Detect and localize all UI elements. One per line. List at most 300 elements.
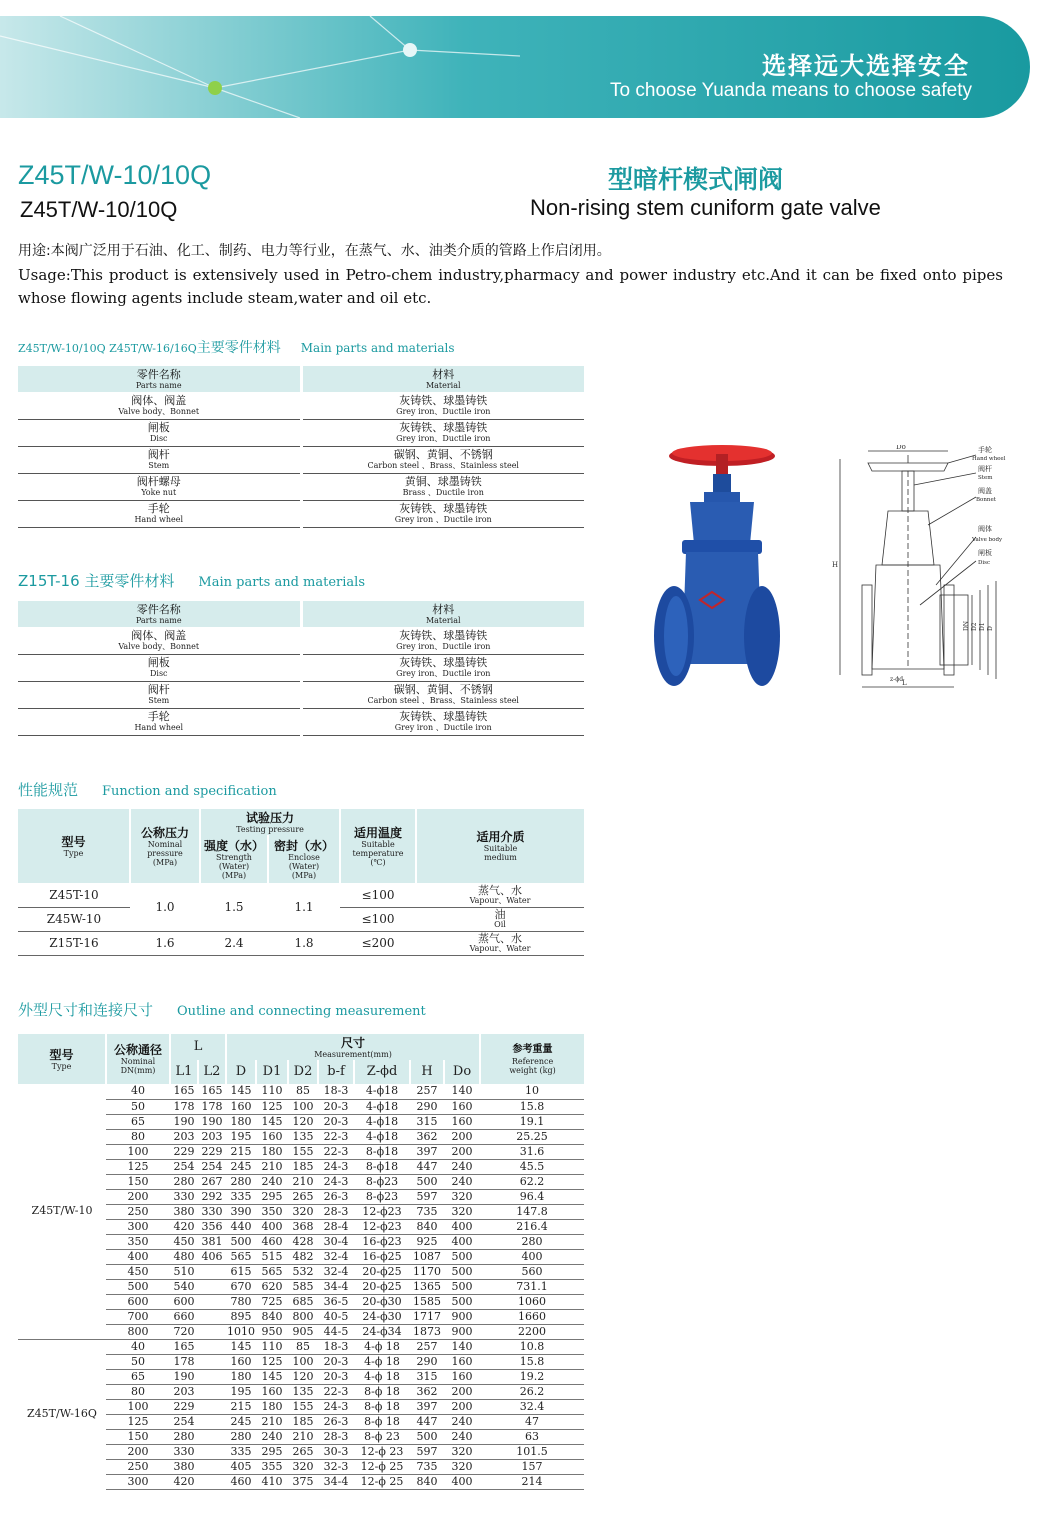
table-cell: 18-3: [318, 1084, 354, 1099]
table-cell: 450: [170, 1234, 198, 1249]
handwheel-hub: [716, 454, 728, 476]
table-cell: 195: [226, 1129, 256, 1144]
table-cell: 24-3: [318, 1399, 354, 1414]
table-cell: 10: [480, 1084, 584, 1099]
table-cell: 210: [256, 1159, 288, 1174]
table-cell: 925: [410, 1234, 444, 1249]
table-cell: 300: [106, 1474, 170, 1489]
table-cell: 160: [226, 1354, 256, 1369]
col-dim: Z-ϕd: [354, 1060, 410, 1084]
dim-h: H: [832, 561, 839, 569]
table-cell: 1365: [410, 1279, 444, 1294]
table-cell: 4-ϕ 18: [354, 1369, 410, 1384]
label-disc-en: Disc: [978, 560, 991, 566]
col-dim: b-f: [318, 1060, 354, 1084]
table-cell: 735: [410, 1459, 444, 1474]
table-cell: 560: [480, 1264, 584, 1279]
dim-d2: D2: [971, 622, 978, 631]
heading-cn: 外型尺寸和连接尺寸: [18, 1001, 154, 1019]
table-cell: 180: [226, 1114, 256, 1129]
table-cell: 895: [226, 1309, 256, 1324]
table-cell: 44-5: [318, 1324, 354, 1339]
valve-drawing: [830, 445, 1030, 695]
table-row: 阀体、阀盖 Valve body、Bonnet 灰铸铁、球墨铸铁 Grey iron、Ductile iron: [18, 627, 584, 654]
table-cell: 267: [198, 1174, 226, 1189]
table-cell: 4-ϕ18: [354, 1114, 410, 1129]
label-body-en: Valve body: [972, 537, 1003, 543]
top-banner: [0, 16, 1030, 118]
table-cell: [198, 1429, 226, 1444]
table-cell: 145: [256, 1114, 288, 1129]
table-cell: 400: [444, 1219, 480, 1234]
col-dim: D1: [256, 1060, 288, 1084]
table-cell: 125: [106, 1159, 170, 1174]
table-cell: 380: [170, 1459, 198, 1474]
table-cell: 397: [410, 1399, 444, 1414]
table-cell: 36-5: [318, 1294, 354, 1309]
table-cell: 700: [106, 1309, 170, 1324]
label-handwheel-en: Hand wheel: [972, 456, 1006, 462]
table-cell: 110: [256, 1339, 288, 1354]
table-cell: 335: [226, 1444, 256, 1459]
table-cell: 1060: [480, 1294, 584, 1309]
table-cell: 20-ϕ25: [354, 1264, 410, 1279]
table-cell: 290: [410, 1354, 444, 1369]
usage-en: Usage:This product is extensively used in Petro-chem industry,pharmacy and power industry etc.And it can be fixed onto pipes whose flowing agents include steam,water and oil etc.: [18, 266, 1003, 307]
table-cell: 20-3: [318, 1354, 354, 1369]
table-cell: 450: [106, 1264, 170, 1279]
table-cell: 800: [106, 1324, 170, 1339]
slogan-cn: 选择远大选择安全: [762, 52, 970, 80]
parts-table-1-heading: [18, 337, 455, 357]
table-cell: 510: [170, 1264, 198, 1279]
label-disc-cn: 闸板: [978, 549, 992, 557]
col-part: 零件名称 Parts name: [18, 601, 301, 627]
table-cell: 400: [256, 1219, 288, 1234]
table-cell: 40-5: [318, 1309, 354, 1324]
table-cell: 1087: [410, 1249, 444, 1264]
col-strength: 强度（水） Strength (Water) (MPa): [200, 835, 268, 883]
table-cell: 8-ϕ 18: [354, 1384, 410, 1399]
table-cell: 150: [106, 1174, 170, 1189]
table-cell: 145: [226, 1084, 256, 1099]
table-cell: 685: [288, 1294, 318, 1309]
table-cell: 180: [256, 1399, 288, 1414]
table-cell: 160: [444, 1099, 480, 1114]
table-cell: 405: [226, 1459, 256, 1474]
table-cell: 160: [444, 1354, 480, 1369]
table-cell: 28-3: [318, 1204, 354, 1219]
table-cell: 420: [170, 1219, 198, 1234]
col-type: 型号 Type: [49, 1047, 74, 1071]
table-cell: 280: [226, 1429, 256, 1444]
table-cell: 160: [256, 1129, 288, 1144]
table-row: 阀杆螺母 Yoke nut 黄铜、球墨铸铁 Brass 、Ductile iron: [18, 473, 584, 500]
table-cell: 900: [444, 1324, 480, 1339]
table-cell: 65: [106, 1369, 170, 1384]
table-cell: 480: [170, 1249, 198, 1264]
label-body-cn: 阀体: [978, 525, 992, 533]
table-cell: 265: [288, 1444, 318, 1459]
table-cell: 320: [444, 1189, 480, 1204]
heading-cn: 性能规范: [18, 781, 79, 799]
table-cell: 428: [288, 1234, 318, 1249]
table-cell: 229: [170, 1399, 198, 1414]
dims-table: [18, 1034, 584, 1490]
table-cell: 16-ϕ25: [354, 1249, 410, 1264]
table-cell: [198, 1444, 226, 1459]
table-cell: 620: [256, 1279, 288, 1294]
table-cell: 210: [288, 1174, 318, 1189]
table-cell: 120: [288, 1114, 318, 1129]
table-cell: 254: [170, 1414, 198, 1429]
col-temperature: 适用温度 Suitable temperature (℃): [340, 809, 416, 883]
table-cell: 165: [170, 1084, 198, 1099]
slogan-en: To choose Yuanda means to choose safety: [610, 80, 972, 101]
col-material: 材料 Material: [301, 601, 584, 627]
heading-en: Outline and connecting measurement: [177, 1004, 426, 1019]
table-cell: 20-3: [318, 1114, 354, 1129]
table-cell: 229: [170, 1144, 198, 1159]
table-cell: 725: [256, 1294, 288, 1309]
table-cell: 32-4: [318, 1249, 354, 1264]
table-cell: 280: [170, 1429, 198, 1444]
col-nominal-dn: 公称通径 Nominal DN(mm): [106, 1034, 170, 1084]
table-cell: 210: [288, 1429, 318, 1444]
table-cell: 147.8: [480, 1204, 584, 1219]
table-cell: 26-3: [318, 1414, 354, 1429]
col-medium: 适用介质 Suitable medium: [416, 809, 584, 883]
table-cell: 85: [288, 1084, 318, 1099]
bonnet-flange: [682, 540, 762, 554]
table-cell: [198, 1339, 226, 1354]
product-title-en: Non-rising stem cuniform gate valve: [530, 195, 881, 220]
table-cell: 720: [170, 1324, 198, 1339]
parts-table-2: [18, 601, 584, 736]
table-cell: 597: [410, 1444, 444, 1459]
table-cell: 50: [106, 1099, 170, 1114]
table-cell: 320: [444, 1204, 480, 1219]
table-cell: 160: [226, 1099, 256, 1114]
table-row: 闸板 Disc 灰铸铁、球墨铸铁 Grey iron、Ductile iron: [18, 419, 584, 446]
table-cell: 85: [288, 1339, 318, 1354]
table-cell: 100: [288, 1099, 318, 1114]
table-cell: 63: [480, 1429, 584, 1444]
label-bonnet-cn: 阀盖: [978, 487, 992, 495]
table-cell: 200: [444, 1144, 480, 1159]
table-row: 手轮 Hand wheel 灰铸铁、球墨铸铁 Grey iron 、Ductile iron: [18, 500, 584, 527]
node-dot: [403, 43, 417, 57]
node-dot: [208, 81, 222, 95]
table-cell: 110: [256, 1084, 288, 1099]
table-cell: 45.5: [480, 1159, 584, 1174]
table-cell: 254: [170, 1159, 198, 1174]
table-cell: [198, 1354, 226, 1369]
table-cell: 250: [106, 1204, 170, 1219]
table-cell: 500: [444, 1294, 480, 1309]
table-cell: 180: [226, 1369, 256, 1384]
usage-cn: 用途:本阀广泛用于石油、化工、制药、电力等行业，在蒸气、水、油类介质的管路上作启闭用。: [18, 243, 611, 259]
table-cell: 245: [226, 1414, 256, 1429]
table-cell: 350: [256, 1204, 288, 1219]
table-cell: 330: [198, 1204, 226, 1219]
table-cell: 185: [288, 1159, 318, 1174]
table-cell: 420: [170, 1474, 198, 1489]
table-cell: 381: [198, 1234, 226, 1249]
table-cell: 22-3: [318, 1384, 354, 1399]
table-cell: 200: [444, 1129, 480, 1144]
table-cell: 32-3: [318, 1459, 354, 1474]
table-cell: 600: [170, 1294, 198, 1309]
heading-en: Function and specification: [102, 784, 277, 799]
table-cell: 195: [226, 1384, 256, 1399]
table-cell: 597: [410, 1189, 444, 1204]
table-cell: 24-ϕ30: [354, 1309, 410, 1324]
table-cell: 257: [410, 1339, 444, 1354]
table-cell: 362: [410, 1384, 444, 1399]
table-cell: 1660: [480, 1309, 584, 1324]
table-cell: 8-ϕ18: [354, 1144, 410, 1159]
table-cell: 335: [226, 1189, 256, 1204]
col-weight: 参考重量 Reference weight (kg): [480, 1034, 584, 1084]
table-cell: 140: [444, 1084, 480, 1099]
table-cell: 125: [256, 1354, 288, 1369]
table-cell: 155: [288, 1144, 318, 1159]
table-row: Z45T-10 1.0 1.5 1.1 ≤100 蒸气、水 Vapour、Water: [18, 883, 584, 907]
table-cell: 500: [444, 1249, 480, 1264]
table-cell: 240: [256, 1429, 288, 1444]
table-cell: 120: [288, 1369, 318, 1384]
table-cell: 20-ϕ25: [354, 1279, 410, 1294]
table-cell: 905: [288, 1324, 318, 1339]
table-cell: 12-ϕ 23: [354, 1444, 410, 1459]
table-cell: 28-3: [318, 1429, 354, 1444]
label-bonnet-en: Bonnet: [976, 497, 996, 503]
col-dim: D2: [288, 1060, 318, 1084]
table-cell: 400: [106, 1249, 170, 1264]
table-cell: 215: [226, 1144, 256, 1159]
table-cell: 190: [198, 1114, 226, 1129]
table-cell: 447: [410, 1414, 444, 1429]
table-cell: 300: [106, 1219, 170, 1234]
table-cell: 1717: [410, 1309, 444, 1324]
table-cell: 125: [106, 1414, 170, 1429]
table-cell: 100: [288, 1354, 318, 1369]
table-cell: 62.2: [480, 1174, 584, 1189]
table-cell: 165: [170, 1339, 198, 1354]
col-measurement: 尺寸 Measurement(mm): [226, 1034, 480, 1060]
table-cell: 10.8: [480, 1339, 584, 1354]
table-cell: 900: [444, 1309, 480, 1324]
table-cell: 200: [106, 1444, 170, 1459]
parts-table-2-heading: [18, 570, 365, 591]
col-dim: L1: [170, 1060, 198, 1084]
table-cell: 96.4: [480, 1189, 584, 1204]
table-cell: 362: [410, 1129, 444, 1144]
table-cell: 240: [444, 1159, 480, 1174]
table-cell: 320: [288, 1204, 318, 1219]
table-cell: 24-3: [318, 1174, 354, 1189]
table-cell: [198, 1294, 226, 1309]
col-enclose: 密封（水） Enclose (Water) (MPa): [268, 835, 340, 883]
table-cell: 950: [256, 1324, 288, 1339]
table-cell: 500: [106, 1279, 170, 1294]
table-cell: 12-ϕ23: [354, 1204, 410, 1219]
table-cell: 178: [170, 1354, 198, 1369]
table-cell: 50: [106, 1354, 170, 1369]
table-cell: 500: [410, 1174, 444, 1189]
table-cell: 8-ϕ23: [354, 1189, 410, 1204]
table-cell: 290: [410, 1099, 444, 1114]
table-cell: 24-3: [318, 1159, 354, 1174]
table-cell: 250: [106, 1459, 170, 1474]
flange-right: [744, 586, 780, 686]
spec-table: [18, 809, 584, 956]
table-cell: 140: [444, 1339, 480, 1354]
table-cell: 18-3: [318, 1339, 354, 1354]
table-cell: 440: [226, 1219, 256, 1234]
parts-table-1: [18, 366, 584, 528]
table-cell: 400: [444, 1234, 480, 1249]
table-cell: 670: [226, 1279, 256, 1294]
table-cell: 185: [288, 1414, 318, 1429]
table-cell: 4-ϕ18: [354, 1099, 410, 1114]
table-cell: 254: [198, 1159, 226, 1174]
table-cell: 135: [288, 1129, 318, 1144]
table-cell: 8-ϕ 18: [354, 1414, 410, 1429]
table-cell: 40: [106, 1339, 170, 1354]
table-cell: 203: [170, 1129, 198, 1144]
table-cell: 31.6: [480, 1144, 584, 1159]
table-cell: 215: [226, 1399, 256, 1414]
table-cell: 34-4: [318, 1474, 354, 1489]
table-cell: 200: [444, 1399, 480, 1414]
table-cell: 315: [410, 1114, 444, 1129]
flange-face: [664, 596, 688, 676]
col-part: 零件名称 Parts name: [18, 366, 301, 392]
table-cell: 482: [288, 1249, 318, 1264]
table-cell: 840: [256, 1309, 288, 1324]
table-cell: 240: [444, 1414, 480, 1429]
spec-heading: [18, 779, 277, 800]
table-cell: 24-ϕ34: [354, 1324, 410, 1339]
table-cell: 30-4: [318, 1234, 354, 1249]
table-cell: 12-ϕ 25: [354, 1474, 410, 1489]
table-cell: 4-ϕ 18: [354, 1354, 410, 1369]
heading-en: Main parts and materials: [198, 575, 365, 590]
table-cell: 145: [256, 1369, 288, 1384]
table-cell: 565: [256, 1264, 288, 1279]
label-stem-cn: 阀杆: [978, 465, 992, 473]
table-cell: 40: [106, 1084, 170, 1099]
table-cell: 80: [106, 1384, 170, 1399]
table-cell: 216.4: [480, 1219, 584, 1234]
table-row: Z15T-16 1.6 2.4 1.8 ≤200 蒸气、水 Vapour、Water: [18, 931, 584, 955]
col-nominal-pressure: 公称压力 Nominal pressure (MPa): [130, 809, 200, 883]
table-cell: 22-3: [318, 1144, 354, 1159]
table-cell: 100: [106, 1144, 170, 1159]
table-cell: 19.2: [480, 1369, 584, 1384]
table-row: 闸板 Disc 灰铸铁、球墨铸铁 Grey iron、Ductile iron: [18, 654, 584, 681]
table-cell: [198, 1384, 226, 1399]
table-cell: 145: [226, 1339, 256, 1354]
heading-en: Main parts and materials: [300, 341, 455, 355]
dim-l: L: [902, 679, 907, 687]
table-cell: 229: [198, 1144, 226, 1159]
table-cell: 1585: [410, 1294, 444, 1309]
table-cell: [198, 1264, 226, 1279]
col-dim: H: [410, 1060, 444, 1084]
network-graphic: [0, 16, 520, 118]
valve-photo: [650, 440, 780, 695]
table-cell: [198, 1399, 226, 1414]
table-cell: 101.5: [480, 1444, 584, 1459]
table-cell: 330: [170, 1189, 198, 1204]
table-cell: 1873: [410, 1324, 444, 1339]
table-cell: 615: [226, 1264, 256, 1279]
dim-do: Do: [896, 445, 906, 451]
table-cell: 320: [444, 1459, 480, 1474]
table-cell: 257: [410, 1084, 444, 1099]
dim-dn: DN: [963, 620, 970, 631]
table-cell: 735: [410, 1204, 444, 1219]
table-cell: 178: [198, 1099, 226, 1114]
table-cell: 380: [170, 1204, 198, 1219]
group-type: Z45T/W-10: [31, 1204, 93, 1218]
table-cell: [198, 1474, 226, 1489]
table-cell: [198, 1369, 226, 1384]
dim-d: D: [987, 626, 994, 631]
table-cell: 210: [256, 1414, 288, 1429]
col-dim: L2: [198, 1060, 226, 1084]
table-cell: 320: [444, 1444, 480, 1459]
table-cell: 150: [106, 1429, 170, 1444]
table-cell: 15.8: [480, 1099, 584, 1114]
table-cell: 19.1: [480, 1114, 584, 1129]
table-cell: 410: [256, 1474, 288, 1489]
table-cell: 240: [256, 1174, 288, 1189]
table-cell: 160: [256, 1384, 288, 1399]
table-cell: 190: [170, 1114, 198, 1129]
table-cell: 540: [170, 1279, 198, 1294]
table-cell: 320: [288, 1459, 318, 1474]
table-cell: 8-ϕ 23: [354, 1429, 410, 1444]
table-cell: 26-3: [318, 1189, 354, 1204]
heading-cn: 主要零件材料: [196, 340, 281, 356]
heading-models: Z45T/W-10/10Q Z45T/W-16/16Q: [18, 342, 197, 355]
table-cell: 500: [444, 1279, 480, 1294]
table-cell: 47: [480, 1414, 584, 1429]
dims-heading: [18, 999, 426, 1020]
table-cell: 25.25: [480, 1129, 584, 1144]
table-cell: 600: [106, 1294, 170, 1309]
model-number-colored: Z45T/W-10/10Q: [18, 160, 212, 190]
table-cell: 330: [170, 1444, 198, 1459]
model-number: Z45T/W-10/10Q: [20, 197, 178, 222]
col-type: 型号 Type: [61, 834, 86, 858]
table-cell: 4-ϕ18: [354, 1084, 410, 1099]
table-cell: 1010: [227, 1324, 256, 1338]
table-cell: 190: [170, 1369, 198, 1384]
table-cell: 26.2: [480, 1384, 584, 1399]
table-cell: 400: [444, 1474, 480, 1489]
table-cell: 12-ϕ 25: [354, 1459, 410, 1474]
heading-cn: Z15T-16 主要零件材料: [18, 572, 175, 590]
table-cell: 731.1: [480, 1279, 584, 1294]
table-cell: 240: [444, 1174, 480, 1189]
table-cell: 460: [226, 1474, 256, 1489]
table-cell: 397: [410, 1144, 444, 1159]
